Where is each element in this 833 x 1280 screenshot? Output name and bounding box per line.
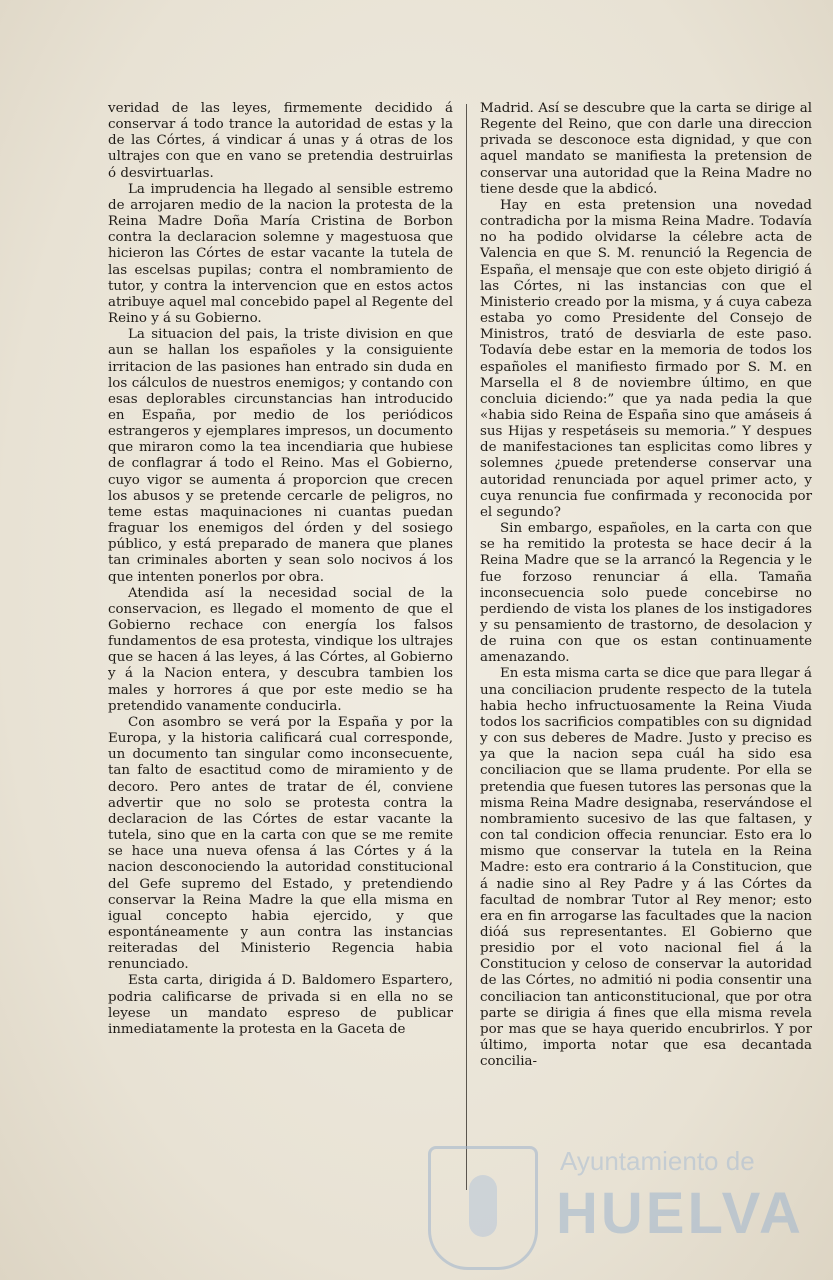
- paragraph: Esta carta, dirigida á D. Baldomero Espartero, podria calificarse de privada si en ella no se leyese un mandato espreso de publicar inmediatamente la protesta en la Gaceta de: [108, 973, 453, 1037]
- paragraph: Con asombro se verá por la España y por la Europa, y la historia calificará cual corresponde, un documento tan singular como inconsecuente, tan falto de esactitud como de miramiento y de decoro. Pero antes de tratar de él, conviene advertir que no solo se protesta contra la declaracion de las Córtes de estar vacante la tutela, sino que en la carta con que se me remite se hace una nueva ofensa á las Córtes y á la nacion desconociendo la autoridad constitucional del Gefe supremo del Estado, y pretendiendo conservar la Reina Madre la que ella misma en igual concepto habia ejercido, y que espontáneamente y aun contra las instancias reiteradas del Ministerio Regencia habia renunciado.: [108, 714, 453, 973]
- paragraph: Hay en esta pretension una novedad contradicha por la misma Reina Madre. Todavía no ha podido olvidarse la célebre acta de Valencia en que S. M. renunció la Regencia de España, el mensaje que con este objeto dirigió á las Córtes, ni las instancias con que el Ministerio creado por la misma, y á cuya cabeza estaba yo como Presidente del Consejo de Ministros, trató de desviarla de este paso. Todavía debe estar en la memoria de todos los españoles el manifiesto firmado por S. M. en Marsella el 8 de noviembre último, en que concluia diciendo:” que ya nada pedia la que «habia sido Reina de España sino que amáseis á sus Hijas y respetáseis su memoria.” Y despues de manifestaciones tan esplicitas como libres y solemnes ¿puede pretenderse conservar una autoridad renunciada por aquel primer acto, y cuya renuncia fue confirmada y reconocida por el segundo?: [480, 197, 812, 520]
- watermark: [420, 1140, 820, 1270]
- crest-icon: [428, 1146, 538, 1270]
- column-divider: [466, 104, 467, 1190]
- text-column-left: [108, 101, 453, 1038]
- paragraph: La situacion del pais, la triste division en que aun se hallan los españoles y la consiguiente irritacion de las pasiones han entrado sin duda en los cálculos de nuestros enemigos; y contando con esas deplorables circunstancias han introducido en España, por medio de los periódicos estrangeros y ejemplares impresos, un documento que miraron como la tea incendiaria que hubiese de conflagrar á todo el Reino. Mas el Gobierno, cuyo vigor se aumenta á proporcion que crecen los abusos y se pretende cercarle de peligros, no teme estas maquinaciones ni cuantas puedan fraguar los enemigos del órden y del sosiego público, y está preparado de manera que planes tan criminales aborten y sean solo nocivos á los que intenten ponerlos por obra.: [108, 327, 453, 585]
- paragraph: veridad de las leyes, firmemente decidido á conservar á todo trance la autoridad de estas y la de las Córtes, á vindicar á unas y á otras de los ultrajes con que en vano se pretendia destruirlas ó desvirtuarlas.: [108, 101, 453, 181]
- watermark-line2: HUELVA: [556, 1181, 804, 1246]
- paragraph: La imprudencia ha llegado al sensible estremo de arrojaren medio de la nacion la protesta de la Reina Madre Doña María Cristina de Borbon contra la declaracion solemne y magestuosa que hicieron las Córtes de estar vacante la tutela de las escelsas pupilas; contra el nombramiento de tutor, y contra la intervencion que en estos actos atribuye aquel mal concebido papel al Regente del Reino y á su Gobierno.: [108, 181, 453, 327]
- text-column-right: [480, 101, 812, 1070]
- paragraph: Sin embargo, españoles, en la carta con que se ha remitido la protesta se hace decir á la Reina Madre que se la arrancó la Regencia y le fue forzoso renunciar á ella. Tamaña inconsecuencia solo puede concebirse no perdiendo de vista los planes de los instigadores y su pensamiento de trastorno, de desolacion y de ruina con que os estan continuamente amenazando.: [480, 521, 812, 666]
- paragraph: Atendida así la necesidad social de la conservacion, es llegado el momento de que el Gobierno rechace con energía los falsos fundamentos de esa protesta, vindique los ultrajes que se hacen á las leyes, á las Córtes, al Gobierno y á la Nacion entera, y descubra tambien los males y horrores á que por este medio se ha pretendido vanamente conducirla.: [108, 585, 453, 714]
- watermark-line1: Ayuntamiento de: [560, 1146, 755, 1176]
- paragraph: En esta misma carta se dice que para llegar á una conciliacion prudente respecto de la tutela habia hecho infructuosamente la Reina Viuda todos los sacrificios compatibles con su dignidad y con sus deberes de Madre. Justo y preciso es ya que la nacion sepa cuál ha sido esa conciliacion que se llama prudente. Por ella se pretendia que fuesen tutores las personas que la misma Reina Madre designaba, reservándose el nombramiento sucesivo de las que faltasen, y con tal condicion offecia renunciar. Esto era lo mismo que conservar la tutela en la Reina Madre: esto era contrario á la Constitucion, que á nadie sino al Rey Padre y á las Córtes da facultad de nombrar Tutor al Rey menor; esto era en fin arrogarse las facultades que la nacion dióá sus representantes. El Gobierno que presidio por el voto nacional fiel á la Constitucion y celoso de conservar la autoridad de las Córtes, no admitió ni podia consentir una conciliacion tan anticonstitucional, que por otra parte se dirigia á fines que ella misma revela por mas que se haya querido encubrirlos. Y por último, importa notar que esa decantada concilia-: [480, 666, 812, 1070]
- paragraph: Madrid. Así se descubre que la carta se dirige al Regente del Reino, que con darle una direccion privada se desconoce esta dignidad, y que con aquel mandato se manifiesta la pretension de conservar una autoridad que la Reina Madre no tiene desde que la abdicó.: [480, 101, 812, 197]
